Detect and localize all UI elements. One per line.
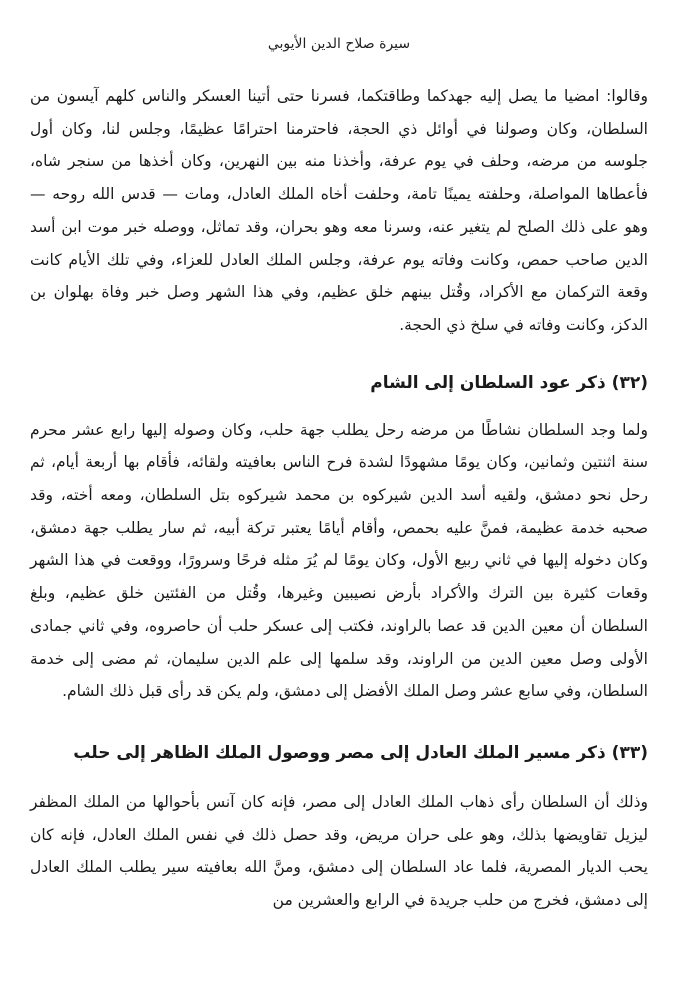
section-heading-32: (٣٢) ذكر عود السلطان إلى الشام [370, 372, 648, 393]
paragraph-section-33: وذلك أن السلطان رأى ذهاب الملك العادل إلى مصر، فإنه كان آنس بأحوالها من الملك المظفر ليزيل تقاويضها بذلك، وهو على حران مريض، وقد حصل ذلك في نفس الملك العادل، فإنه كان يحب الديار المصرية، فلما عاد السلطان إلى دمشق، ومنَّ الله بعافيته سير يطلب الملك العادل إلى دمشق، فخرج من حلب جريدة في الرابع والعشرين من [30, 792, 648, 910]
section-heading-33: (٣٣) ذكر مسير الملك العادل إلى مصر ووصول الملك الظاهر إلى حلب [73, 742, 648, 763]
running-header: سيرة صلاح الدين الأيوبي [267, 36, 411, 52]
paragraph-section-32: ولما وجد السلطان نشاطًا من مرضه رحل يطلب جهة حلب، وكان وصوله إليها رابع عشر محرم سنة اثنتين وثمانين، وكان يومًا مشهودًا لشدة فرح الناس بعافيته ولقائه، فأقام بها أربعة أيام، ثم رحل نحو دمشق، ولقيه أسد الدين شيركوه بن محمد شيركوه بتل السلطان، ومعه أخته، وقد صحبه خدمة عظيمة، فمنَّ عليه بحمص، وأقام أيامًا يعتبر تركة أبيه، ثم سار يطلب جهة دمشق، وكان دخوله إليها في ثاني ربيع الأول، وكان يومًا لم يُرَ مثله فرحًا وسرورًا، ووقعت في هذا الشهر وقعات كثيرة بين الترك والأكراد بأرض نصيبين وغيرها، وقُتل من الفئتين خلق عظيم، وبلغ السلطان أن معين الدين قد عصا بالراوند، فكتب إلى عسكر حلب أن حاصروه، وفي ثاني جمادى الأولى وصل معين الدين من الراوند، وقد سلمها إلى علم الدين سليمان، ثم مضى إلى خدمة السلطان، وفي سابع عشر وصل الملك الأفضل إلى دمشق، ولم يكن قد رأى قبل ذلك الشام. [30, 420, 648, 701]
paragraph-continuation: وقالوا: امضيا ما يصل إليه جهدكما وطاقتكما، فسرنا حتى أتينا العسكر والناس كلهم آيسون من السلطان، وكان وصولنا في أوائل ذي الحجة، فاحترمنا احترامًا عظيمًا، وجلس لنا، وكان أول جلوسه من مرضه، وحلف في يوم عرفة، وأخذنا منه بين النهرين، وكان أخذها من سنجر شاه، فأعطاها المواصلة، وحلفته يمينًا تامة، وحلفت أخاه الملك العادل، ومات — قدس الله روحه — وهو على ذلك الصلح لم يتغير عنه، وسرنا معه وهو بحران، وقد تماثل، ووصله خبر موت ابن أسد الدين صاحب حمص، وكانت وفاته يوم عرفة، وجلس الملك العادل للعزاء، وفي تلك الأيام كانت وقعة التركمان مع الأكراد، وقُتل بينهم خلق عظيم، وفي هذا الشهر وصل خبر وفاة بهلوان بن الدكز، وكانت وفاته في سلخ ذي الحجة. [30, 87, 648, 334]
